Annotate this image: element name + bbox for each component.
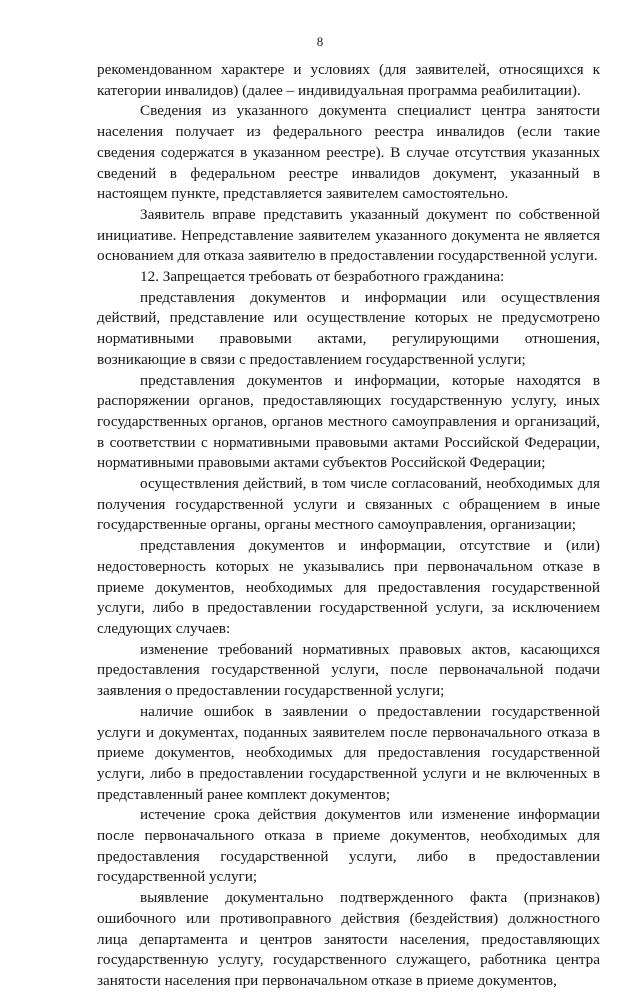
document-body	[97, 60, 600, 992]
paragraph-applicant-initiative: Заявитель вправе представить указанный документ по собственной инициативе. Непредставление заявителем указанного документа не является основанием для отказа заявителю в предоставлении государственной услуги.	[97, 205, 600, 265]
paragraph-list-item-1: представления документов и информации или осуществления действий, представление или осуществление которых не предусмотрено нормативными правовыми актами, регулирующими отношения, возникающие в связи с предоставлением государственной услуги;	[97, 288, 600, 368]
paragraph-list-item-4: представления документов и информации, отсутствие и (или) недостоверность которых не указывались при первоначальном отказе в приеме документов, необходимых для предоставления государственной услуги, либо в предоставлении государственной услуги, за исключением следующих случаев:	[97, 537, 600, 637]
paragraph-registry-info: Сведения из указанного документа специалист центра занятости населения получает из федерального реестра инвалидов (если такие сведения содержатся в указанном реестре). В случае отсутствия указанных сведений в федеральном реестре инвалидов документ, указанный в настоящем пункте, представляется заявителем самостоятельно.	[97, 102, 600, 203]
page-number: 8	[316, 34, 324, 49]
paragraph-section-12-heading: 12. Запрещается требовать от безработного гражданина:	[140, 268, 505, 286]
paragraph-exception-1: изменение требований нормативных правовых актов, касающихся предоставления государственной услуги, после первоначальной подачи заявления о предоставлении государственной услуги;	[97, 640, 600, 700]
paragraph-list-item-3: осуществления действий, в том числе согласований, необходимых для получения государственной услуги и связанных с обращением в иные государственные органы, органы местного самоуправления, организации;	[97, 475, 600, 534]
paragraph-exception-2: наличие ошибок в заявлении о предоставлении государственной услуги и документах, поданных заявителем после первоначального отказа в приеме документов, необходимых для предоставления государственной услуги, либо в предоставлении государственной услуги и не включенных в представленный ранее комплект документов;	[97, 702, 600, 803]
paragraph-list-item-2: представления документов и информации, которые находятся в распоряжении органов, предоставляющих государственную услугу, иных государственных органов, органов местного самоуправления и организаций, в соответствии с нормативными правовыми актами Российской Федерации, нормативными правовыми актами субъектов Российской Федерации;	[97, 371, 600, 472]
paragraph-exception-4: выявление документально подтвержденного факта (признаков) ошибочного или противоправного действия (бездействия) должностного лица департамента и центров занятости населения, предоставляющих государственную услугу, государственного служащего, работника центра занятости населения при первоначальном отказе в приеме документов,	[97, 889, 600, 989]
paragraph-continuation: рекомендованном характере и условиях (для заявителей, относящихся к категории инвалидов) (далее – индивидуальная программа реабилитации).	[97, 61, 600, 99]
paragraph-exception-3: истечение срока действия документов или изменение информации после первоначального отказа в приеме документов, необходимых для предоставления государственной услуги, либо в предоставлении государственной услуги;	[97, 806, 600, 886]
